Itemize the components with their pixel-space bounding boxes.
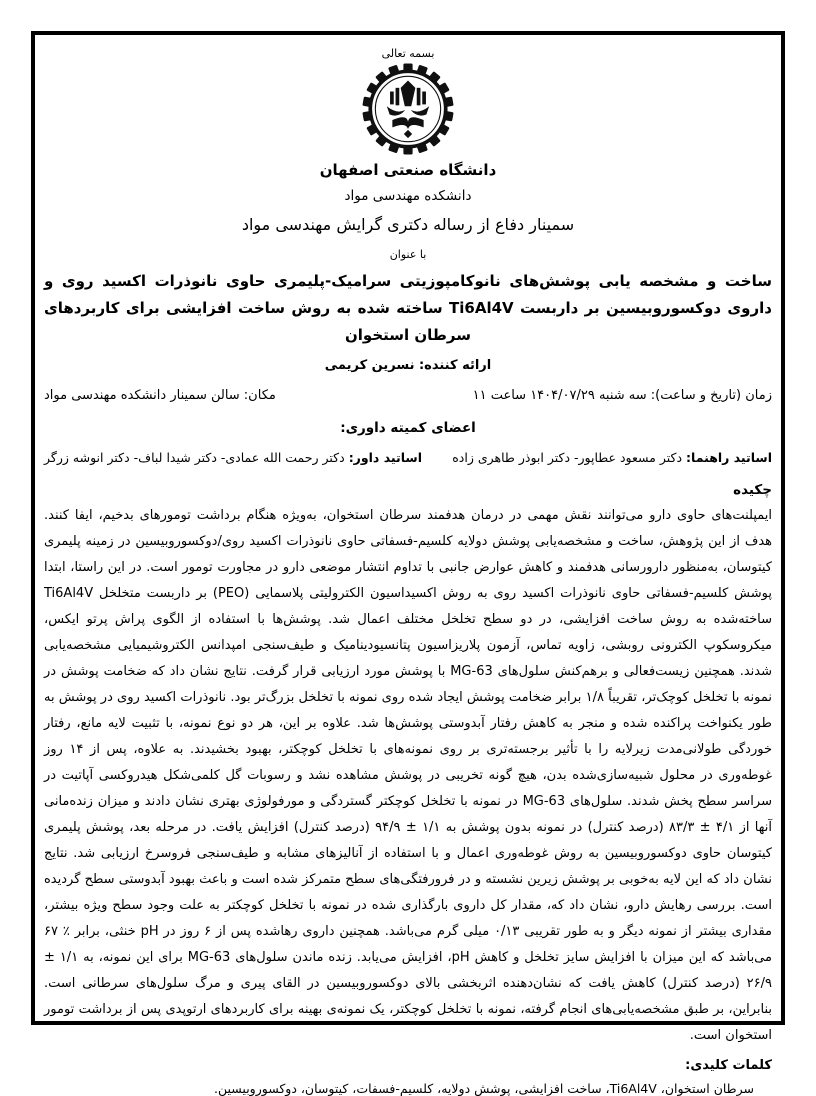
session-location: مکان: سالن سمینار دانشکده مهندسی مواد	[44, 388, 276, 403]
abstract-heading: چکیده	[733, 482, 772, 498]
supervisors-line	[452, 450, 772, 465]
abstract-body: ایمپلنت‌های حاوی دارو می‌توانند نقش مهمی در درمان هدفمند سرطان استخوان، به‌ویژه هنگام برداشت تومورهای بدخیم، ایفا کنند. هدف از این پژوهش، ساخت و مشخصه‌یابی پوشش دولایه کلسیم-فسفاتی حاوی نانوذرات اکسید روی/دوکسوروبیسین در زمینه پلیمری کیتوسان، به‌منظور دارورسانی هدفمند و کاهش عوارض جانبی با تداوم انتشار موضعی دارو در مجاورت تومور است. در این راستا، ابتدا پوشش کلسیم-فسفاتی حاوی نانوذرات اکسید روی به روش اکسیداسیون الکترولیتی پلاسمایی (PEO) بر داربست متخلخل Ti6Al4V ساخته‌شده به روش ساخت افزایشی، در دو سطح تخلخل مختلف اعمال شد. پوشش‌ها با استفاده از الگوی پراش پرتو ایکس، میکروسکوپ الکترونی روبشی، زاویه تماس، آزمون پلاریزاسیون پتانسیودینامیک و طیف‌سنجی امپدانس الکتروشیمیایی مشخصه‌یابی شدند. همچنین زیست‌فعالی و برهم‌کنش سلول‌های MG-63 با پوشش مورد ارزیابی قرار گرفت. نتایج نشان داد که ضخامت پوشش در نمونه با تخلخل کوچک‌تر، تقریباً ۱/۸ برابر ضخامت پوشش ایجاد شده روی نمونه با تخلخل بزرگ‌تر بود. نانوذرات اکسید روی در پوشش به طور یکنواخت پراکنده شده و منجر به کاهش رفتار آبدوستی پوشش‌ها شد. علاوه بر این، هر دو نوع نمونه، با تثبیت لایه مانع، رفتار خوردگی طولانی‌مدت زیرلایه را با تأثیر برجسته‌تری بر روی نمونه‌های با تخلخل کوچکتر، بهبود بخشیدند. به علاوه، پس از ۱۴ روز غوطه‌وری در محلول شبیه‌سازی‌شده بدن، هیچ گونه تخریبی در پوشش مشاهده نشد و رسوبات گل کلمی‌شکل هیدروکسی آپاتیت در سراسر سطح پخش شدند. سلول‌های MG-63 در نمونه با تخلخل کوچکتر گستردگی و مورفولوژی بهتری نشان دادند و میزان زنده‌مانی آنها از ۴/۱ ± ۸۳/۳ (درصد کنترل) در نمونه بدون پوشش به ۱/۱ ± ۹۴/۹ (درصد کنترل) افزایش یافت. در مرحله بعد، پوشش پلیمری کیتوسان حاوی دوکسوروبیسین به روش غوطه‌وری اعمال و با استفاده از آنالیزهای مشابه و طیف‌سنجی فروسرخ ارزیابی شد. نتایج نشان داد که این لایه به‌خوبی بر پوشش زیرین نشسته و در فرورفتگی‌های سطح متمرکز شده است و باعث بهبود آبدوستی سطح گردیده است. بررسی رهایش دارو، نشان داد که، مقدار کل داروی بارگذاری شده در نمونه با تخلخل کوچکتر به علت وجود سطح ویژه بیشتر، مقداری بیشتر از نمونه دیگر و به طور تقریبی ۰/۱۳ میلی گرم می‌باشد. همچنین داروی رهاشده پس از ۶ روز در pH خنثی، برابر ٪ ۶۷ می‌باشد که این میزان با افزایش سایز تخلخل و کاهش pH، افزایش می‌یابد. زنده ماندن سلول‌های MG-63 برای این نمونه، به ۱/۱ ± ۲۶/۹ (درصد کنترل) کاهش یافت که نشان‌دهنده اثربخشی بالای دوکسوروبیسین در القای پیری و مرگ سلول‌های سرطانی است. بنابراین، بر طبق مشخصه‌یابی‌های انجام گرفته، نمونه با تخلخل کوچکتر، یک نمونه‌ی بهینه برای کاربردهای ارتوپدی پس از برداشت تومور استخوان است.	[44, 508, 772, 1043]
examiners-names: دکتر رحمت الله عمادی- دکتر شیدا لباف- دکتر انوشه زرگر	[44, 450, 345, 465]
with-title-label: با عنوان	[389, 248, 427, 261]
university-logo-icon	[362, 63, 454, 155]
keywords-body: سرطان استخوان، Ti6Al4V، ساخت افزایشی، پوشش دولایه، کلسیم-فسفات، کیتوسان، دوکسوروبیسین.	[214, 1081, 754, 1096]
supervisors-names: دکتر مسعود عطاپور- دکتر ابوذر طاهری زاده	[452, 450, 683, 465]
logo-wrap	[44, 63, 772, 155]
session-time: زمان (تاریخ و ساعت): سه شنبه ۱۴۰۴/۰۷/۲۹ ساعت ۱۱	[472, 388, 772, 403]
seminar-type-heading: سمینار دفاع از رساله دکتری گرایش مهندسی مواد	[241, 215, 575, 234]
committee-heading: اعضای کمیته داوری:	[340, 420, 476, 436]
presenter-label: ارائه کننده:	[418, 358, 492, 373]
presenter-name: نسرین کریمی	[324, 358, 415, 373]
session-row	[44, 388, 772, 403]
supervisors-label: اساتید راهنما:	[686, 450, 772, 465]
examiners-label: اساتید داور:	[348, 450, 422, 465]
thesis-title: ساخت و مشخصه یابی پوشش‌های نانوکامپوزیتی سرامیک-پلیمری حاوی نانوذرات اکسید روی و داروی دوکسوروبیسین بر داربست Ti6Al4V ساخته شده به روش ساخت افزایشی برای کاربردهای سرطان استخوان	[44, 272, 772, 344]
keywords-heading: کلمات کلیدی:	[685, 1058, 772, 1073]
faculty-name: دانشکده مهندسی مواد	[344, 188, 472, 204]
presenter-line	[44, 358, 772, 373]
committee-row	[44, 450, 772, 465]
examiners-line	[44, 450, 422, 465]
university-name: دانشگاه صنعتی اصفهان	[319, 161, 497, 179]
besmele-text: بسمه تعالی	[381, 47, 435, 60]
page-border-frame	[31, 31, 785, 1096]
